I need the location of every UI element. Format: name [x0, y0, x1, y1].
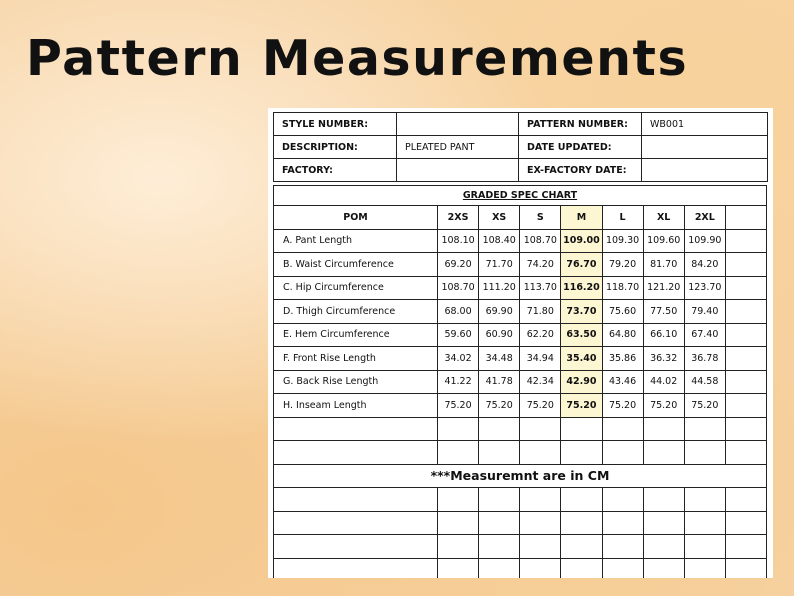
measurement-value: 81.70	[643, 253, 684, 277]
measurement-value: 68.00	[438, 300, 479, 324]
measurement-value: 69.20	[438, 253, 479, 277]
empty-cell	[684, 558, 725, 578]
empty-cell	[643, 511, 684, 535]
pom-label: H. Inseam Length	[274, 394, 438, 418]
empty-cell	[274, 511, 438, 535]
factory-label: FACTORY:	[274, 159, 397, 182]
empty-cell	[684, 441, 725, 465]
measurement-value: 75.20	[479, 394, 520, 418]
pom-label: G. Back Rise Length	[274, 370, 438, 394]
size-header: XS	[479, 206, 520, 230]
empty-cell	[602, 441, 643, 465]
empty-cell	[684, 417, 725, 441]
measurement-value: 34.48	[479, 347, 520, 371]
measurement-value: 109.60	[643, 229, 684, 253]
measurement-value: 44.02	[643, 370, 684, 394]
empty-cell	[561, 558, 602, 578]
ex-factory-value	[642, 159, 768, 182]
empty-cell	[725, 206, 766, 230]
style-number-label: STYLE NUMBER:	[274, 113, 397, 136]
empty-cell	[561, 488, 602, 512]
empty-cell	[561, 511, 602, 535]
measurement-row	[274, 253, 767, 277]
empty-cell	[274, 441, 438, 465]
style-number-value	[397, 113, 519, 136]
measurement-value: 79.20	[602, 253, 643, 277]
empty-cell	[438, 441, 479, 465]
measurement-value: 36.78	[684, 347, 725, 371]
size-header: S	[520, 206, 561, 230]
chart-title-row	[274, 186, 767, 206]
empty-cell	[520, 417, 561, 441]
measurement-value: 34.94	[520, 347, 561, 371]
empty-cell	[602, 511, 643, 535]
units-note: ***Measuremnt are in CM	[274, 464, 767, 488]
measurement-value: 108.40	[479, 229, 520, 253]
empty-cell	[520, 441, 561, 465]
empty-cell	[725, 300, 766, 324]
pom-label: A. Pant Length	[274, 229, 438, 253]
measurement-value-highlighted: 116.20	[561, 276, 602, 300]
empty-cell	[602, 488, 643, 512]
measurement-row	[274, 229, 767, 253]
empty-cell	[725, 441, 766, 465]
pom-label: D. Thigh Circumference	[274, 300, 438, 324]
pom-label: E. Hem Circumference	[274, 323, 438, 347]
size-header-highlighted: M	[561, 206, 602, 230]
ex-factory-label: EX-FACTORY DATE:	[519, 159, 642, 182]
measurement-value: 66.10	[643, 323, 684, 347]
empty-cell	[438, 488, 479, 512]
empty-cell	[643, 488, 684, 512]
date-updated-label: DATE UPDATED:	[519, 136, 642, 159]
empty-cell	[643, 558, 684, 578]
pom-label: C. Hip Circumference	[274, 276, 438, 300]
measurement-value: 67.40	[684, 323, 725, 347]
empty-cell	[602, 417, 643, 441]
empty-cell	[602, 558, 643, 578]
empty-cell	[274, 417, 438, 441]
measurement-value: 75.60	[602, 300, 643, 324]
empty-cell	[438, 511, 479, 535]
empty-cell	[725, 229, 766, 253]
measurement-value: 64.80	[602, 323, 643, 347]
empty-cell	[725, 276, 766, 300]
size-header: L	[602, 206, 643, 230]
style-info-table	[273, 112, 768, 182]
description-value: PLEATED PANT	[397, 136, 519, 159]
measurement-value: 111.20	[479, 276, 520, 300]
empty-cell	[725, 558, 766, 578]
empty-cell	[479, 535, 520, 559]
empty-cell	[479, 558, 520, 578]
blank-row	[274, 417, 767, 441]
pom-header: POM	[274, 206, 438, 230]
measurement-sheet	[268, 108, 773, 578]
note-row	[274, 464, 767, 488]
empty-cell	[684, 511, 725, 535]
info-row	[274, 159, 768, 182]
measurement-value: 108.10	[438, 229, 479, 253]
measurement-value: 34.02	[438, 347, 479, 371]
empty-cell	[520, 558, 561, 578]
measurement-value-highlighted: 75.20	[561, 394, 602, 418]
measurement-value: 84.20	[684, 253, 725, 277]
empty-cell	[561, 417, 602, 441]
empty-cell	[438, 417, 479, 441]
measurement-value: 75.20	[643, 394, 684, 418]
measurement-value: 108.70	[520, 229, 561, 253]
size-header: 2XL	[684, 206, 725, 230]
measurement-row	[274, 300, 767, 324]
info-row	[274, 136, 768, 159]
size-header-row	[274, 206, 767, 230]
measurement-value: 74.20	[520, 253, 561, 277]
description-label: DESCRIPTION:	[274, 136, 397, 159]
page-title: Pattern Measurements	[26, 30, 689, 87]
empty-cell	[725, 535, 766, 559]
measurement-value-highlighted: 109.00	[561, 229, 602, 253]
measurement-value: 118.70	[602, 276, 643, 300]
measurement-value: 41.22	[438, 370, 479, 394]
size-header: XL	[643, 206, 684, 230]
empty-cell	[520, 535, 561, 559]
empty-cell	[479, 488, 520, 512]
measurement-value: 75.20	[438, 394, 479, 418]
pattern-number-value: WB001	[642, 113, 768, 136]
empty-cell	[725, 394, 766, 418]
empty-cell	[684, 488, 725, 512]
info-row	[274, 113, 768, 136]
measurement-value: 43.46	[602, 370, 643, 394]
measurement-row	[274, 370, 767, 394]
measurement-value: 113.70	[520, 276, 561, 300]
size-header: 2XS	[438, 206, 479, 230]
measurement-value: 71.80	[520, 300, 561, 324]
chart-title: GRADED SPEC CHART	[274, 186, 767, 206]
measurement-value: 60.90	[479, 323, 520, 347]
empty-cell	[602, 535, 643, 559]
measurement-value: 59.60	[438, 323, 479, 347]
measurement-value: 108.70	[438, 276, 479, 300]
measurement-value-highlighted: 35.40	[561, 347, 602, 371]
measurement-value: 69.90	[479, 300, 520, 324]
measurement-value: 75.20	[602, 394, 643, 418]
empty-cell	[725, 488, 766, 512]
empty-cell	[643, 535, 684, 559]
empty-cell	[479, 511, 520, 535]
empty-cell	[274, 535, 438, 559]
pom-label: F. Front Rise Length	[274, 347, 438, 371]
empty-cell	[684, 535, 725, 559]
empty-cell	[725, 323, 766, 347]
empty-cell	[725, 253, 766, 277]
empty-cell	[725, 511, 766, 535]
measurement-value-highlighted: 73.70	[561, 300, 602, 324]
empty-cell	[274, 558, 438, 578]
measurement-row	[274, 394, 767, 418]
blank-row	[274, 511, 767, 535]
measurement-value-highlighted: 76.70	[561, 253, 602, 277]
measurement-value: 121.20	[643, 276, 684, 300]
measurement-value-highlighted: 42.90	[561, 370, 602, 394]
empty-cell	[438, 558, 479, 578]
blank-row	[274, 441, 767, 465]
measurement-value-highlighted: 63.50	[561, 323, 602, 347]
empty-cell	[520, 488, 561, 512]
measurement-value: 42.34	[520, 370, 561, 394]
empty-cell	[561, 441, 602, 465]
factory-value	[397, 159, 519, 182]
measurement-value: 79.40	[684, 300, 725, 324]
blank-row	[274, 535, 767, 559]
measurement-value: 44.58	[684, 370, 725, 394]
measurement-value: 71.70	[479, 253, 520, 277]
blank-row	[274, 558, 767, 578]
empty-cell	[725, 417, 766, 441]
measurement-row	[274, 276, 767, 300]
empty-cell	[643, 441, 684, 465]
empty-cell	[520, 511, 561, 535]
measurement-value: 75.20	[520, 394, 561, 418]
measurement-value: 36.32	[643, 347, 684, 371]
empty-cell	[725, 370, 766, 394]
measurement-value: 62.20	[520, 323, 561, 347]
measurement-value: 109.30	[602, 229, 643, 253]
empty-cell	[274, 488, 438, 512]
measurement-value: 77.50	[643, 300, 684, 324]
measurement-value: 35.86	[602, 347, 643, 371]
empty-cell	[561, 535, 602, 559]
measurement-value: 41.78	[479, 370, 520, 394]
date-updated-value	[642, 136, 768, 159]
blank-row	[274, 488, 767, 512]
empty-cell	[438, 535, 479, 559]
measurement-row	[274, 347, 767, 371]
measurement-value: 75.20	[684, 394, 725, 418]
empty-cell	[479, 441, 520, 465]
empty-cell	[479, 417, 520, 441]
measurement-value: 109.90	[684, 229, 725, 253]
pattern-number-label: PATTERN NUMBER:	[519, 113, 642, 136]
measurement-value: 123.70	[684, 276, 725, 300]
measurement-row	[274, 323, 767, 347]
pom-label: B. Waist Circumference	[274, 253, 438, 277]
empty-cell	[725, 347, 766, 371]
empty-cell	[643, 417, 684, 441]
graded-spec-table	[273, 185, 767, 578]
